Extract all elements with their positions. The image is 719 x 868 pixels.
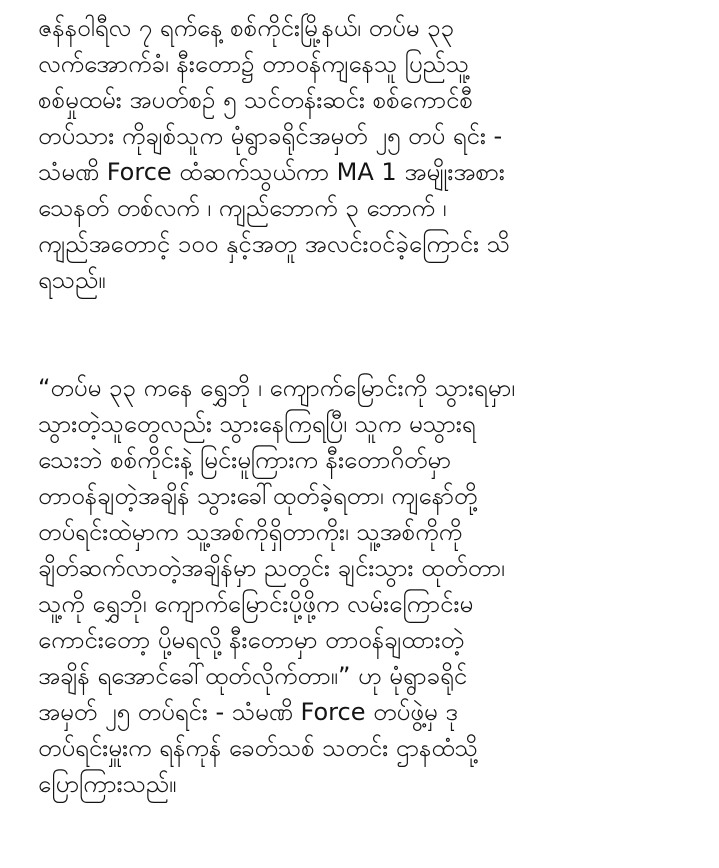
text-line: သံမဏိ Force ထံဆက်သွယ်ကာ MA 1 အမျိုးအစား xyxy=(38,158,505,186)
article-body xyxy=(38,10,698,802)
text-line: လက်အောက်ခံ၊ နီးတော၌ တာဝန်ကျနေသူ ပြည်သူ့ xyxy=(38,50,469,78)
text-line: တပ်ရင်းထဲမှာက သူ့အစ်ကိုရှိတာကိုး၊ သူ့အစ်ကိုကို xyxy=(38,518,463,546)
paragraph-2 xyxy=(38,370,698,802)
text-line: သူ့ကို ရွှေဘို၊ ကျောက်မြောင်းပို့ဖို့က လမ်းကြောင်းမ xyxy=(38,590,474,618)
paragraph-1 xyxy=(38,10,698,298)
text-line: “တပ်မ ၃၃ ကနေ ရွှေဘို ၊ ကျောက်မြောင်းကို သွားရမှာ၊ xyxy=(38,374,516,402)
text-line: တပ်ရင်းမှူးက ရန်ကုန် ခေတ်သစ် သတင်း ဌာနထံသို့ xyxy=(38,734,478,762)
text-line: တာဝန်ချတဲ့အချိန် သွားခေါ်ထုတ်ခဲ့ရတာ၊ ကျနော်တို့ xyxy=(38,482,478,510)
text-line: အချိန် ရအောင်ခေါ်ထုတ်လိုက်တာ။” ဟု မုံရွာခရိုင် xyxy=(38,662,468,690)
text-line: ဇန်နဝါရီလ ၇ ရက်နေ့ စစ်ကိုင်းမြို့နယ်၊ တပ်မ ၃၃ xyxy=(38,14,455,42)
text-line: သွားတဲ့သူတွေလည်း သွားနေကြရပြီ၊ သူက မသွားရ xyxy=(38,410,476,438)
text-line: တပ်သား ကိုချစ်သူက မုံရွာခရိုင်အမှတ် ၂၅ တပ် ရင်း - xyxy=(38,122,503,150)
text-line: စစ်မှုထမ်း အပတ်စဉ် ၅ သင်တန်းဆင်း စစ်ကောင်စီ xyxy=(38,86,473,114)
text-line: ချိတ်ဆက်လာတဲ့အချိန်မှာ ညတွင်း ချင်းသွား ထုတ်တာ၊ xyxy=(38,554,505,582)
text-line: ကျည်အတောင့် ၁၀၀ နှင့်အတူ အလင်းဝင်ခဲ့ကြောင်း သိ xyxy=(38,230,510,258)
paragraph-gap xyxy=(38,298,698,370)
text-line: သေနတ် တစ်လက် ၊ ကျည်ဘောက် ၃ ဘောက် ၊ xyxy=(38,194,447,222)
text-line: ရသည်။ xyxy=(38,266,106,294)
text-line: ပြောကြားသည်။ xyxy=(38,770,177,798)
text-line: သေးဘဲ စစ်ကိုင်းနဲ့ မြင်းမူကြားက နီးတောဂိတ်မှာ xyxy=(38,446,451,474)
text-line: အမှတ် ၂၅ တပ်ရင်း - သံမဏိ Force တပ်ဖွဲ့မှ ဒု xyxy=(38,698,458,726)
text-line: ကောင်းတော့ ပို့မရလို့ နီးတောမှာ တာဝန်ချထားတဲ့ xyxy=(38,626,464,654)
